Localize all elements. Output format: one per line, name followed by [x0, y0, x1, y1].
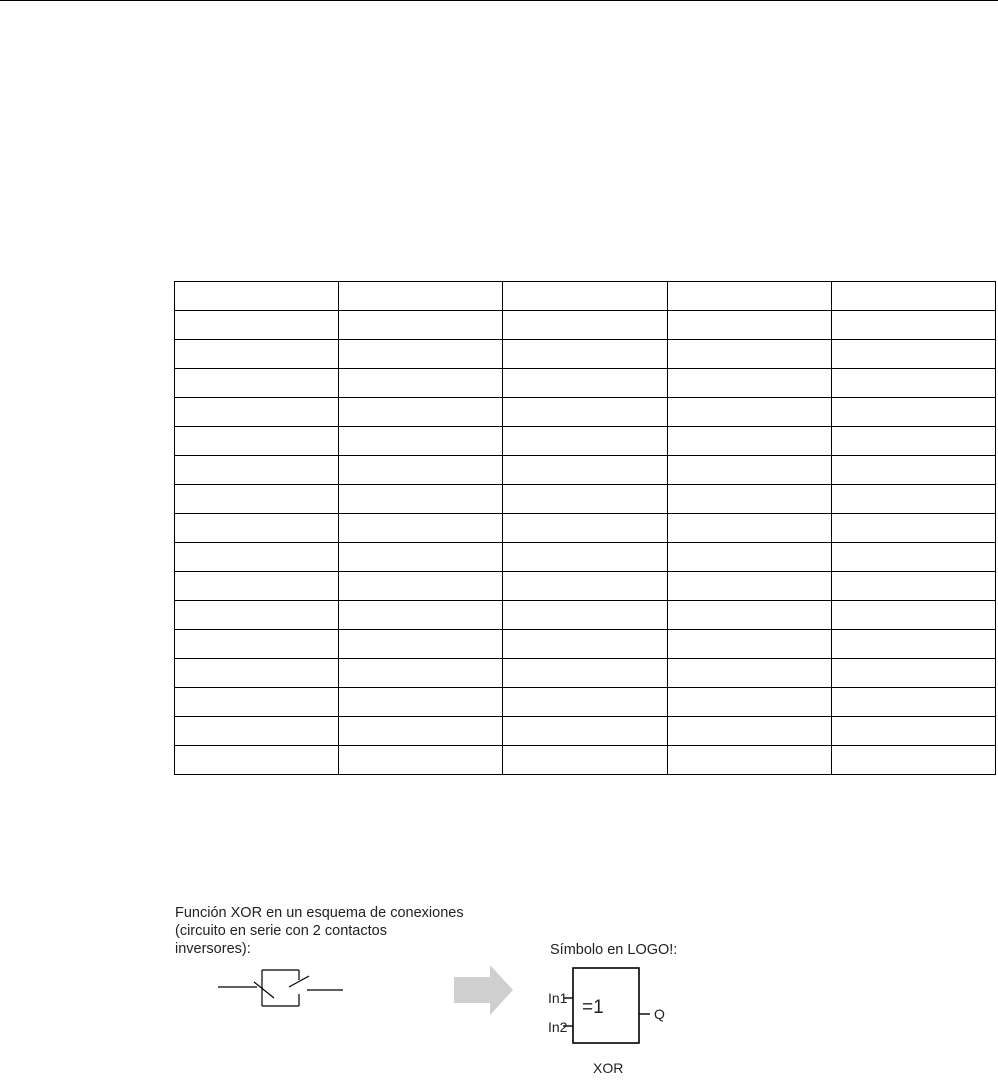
circuit-diagram: [218, 970, 343, 1006]
symbol-caption: Símbolo en LOGO!:: [550, 942, 678, 958]
contact-blade-1: [254, 982, 274, 998]
block-name-label: XOR: [593, 1060, 624, 1076]
circuit-caption: Función XOR en un esquema de conexiones (circuito en serie con 2 contactos inversores):: [175, 905, 464, 957]
in1-label: In1: [548, 990, 568, 1006]
arrow-right-icon: [454, 965, 513, 1015]
function-label: =1: [582, 997, 604, 1018]
q-label: Q: [654, 1006, 665, 1022]
xor-block-symbol: [548, 968, 665, 1076]
in2-label: In2: [548, 1019, 568, 1035]
